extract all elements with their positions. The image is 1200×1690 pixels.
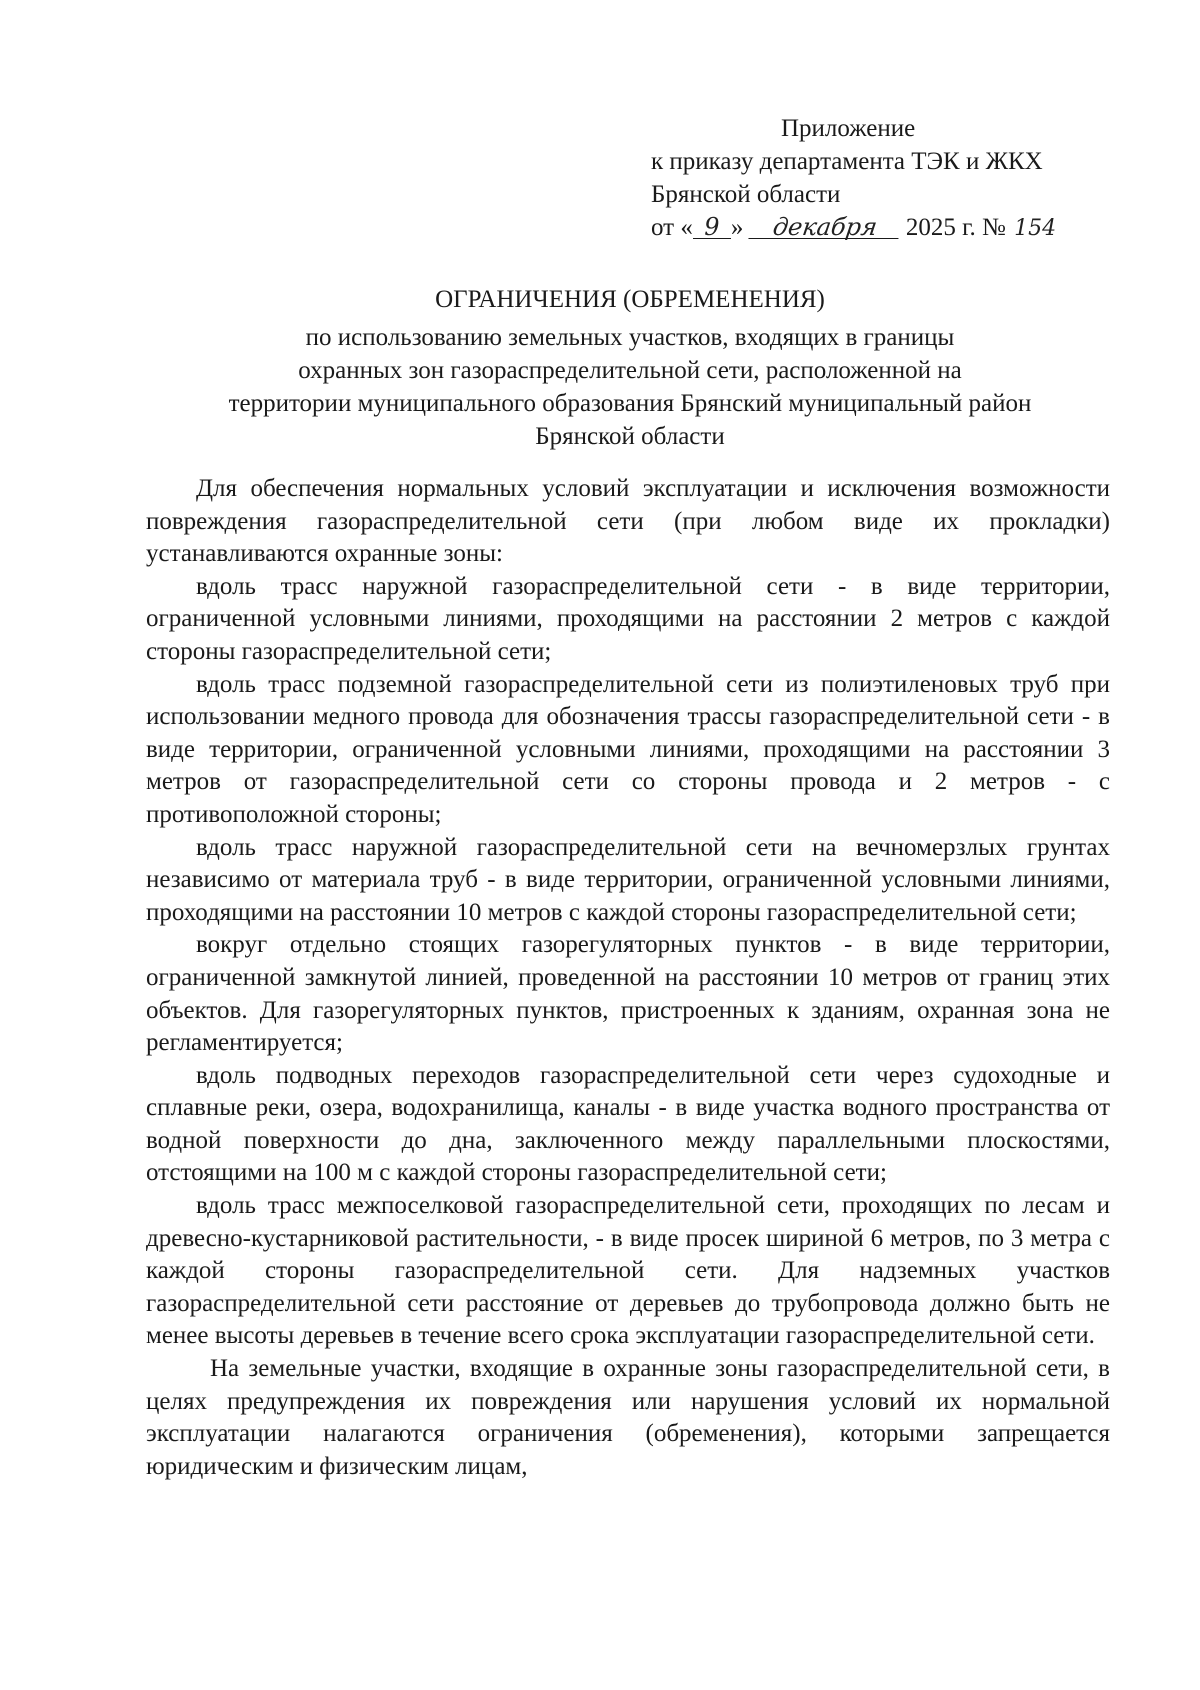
handwritten-day: 9 (693, 216, 731, 239)
subtitle-line: Брянской области (535, 423, 725, 450)
appendix-order-ref: к приказу департамента ТЭК и ЖКХ (651, 148, 1043, 175)
handwritten-month: декабря (748, 216, 901, 239)
paragraph: Для обеспечения нормальных условий эксплуатации и исключения возможности повреждения газораспределительной сети (при любом виде их прокладки) устанавливаются охранные зоны: (146, 475, 1110, 568)
appendix-region: Брянской области (651, 181, 841, 208)
subtitle-line: по использованию земельных участков, входящих в границы (305, 324, 955, 351)
handwritten-order-number: 154 (1014, 216, 1057, 241)
paragraph: На земельные участки, входящие в охранные зоны газораспределительной сети, в целях предупреждения их повреждения или нарушения условий их нормальной эксплуатации налагаются ограничения (обременения), которыми запрещается юридическим и физическим лицам, (146, 1355, 1110, 1480)
subtitle-line: территории муниципального образования Брянский муниципальный район (228, 390, 1032, 417)
paragraph: вдоль трасс подземной газораспределительной сети из полиэтиленовых труб при использовании медного провода для обозначения трассы газораспределительной сети - в виде территории, ограниченной условными линиями, проходящими на расстоянии 3 метров от газораспределительной сети со стороны провода и 2 метров - с противоположной стороны; (146, 670, 1110, 828)
document-title: ОГРАНИЧЕНИЯ (ОБРЕМЕНЕНИЯ) (435, 286, 825, 313)
paragraph: вдоль трасс межпоселковой газораспределительной сети, проходящих по лесам и древесно-кустарниковой растительности, - в виде просек шириной 6 метров, по 3 метра с каждой стороны газораспределительной сети. Для надземных участков газораспределительной сети расстояние от деревьев до трубопровода должно быть не менее высоты деревьев в течение всего срока эксплуатации газораспределительной сети. (146, 1192, 1110, 1350)
document-title-block (150, 283, 1110, 453)
appendix-date-line (651, 211, 1056, 244)
date-prefix: от « (651, 214, 693, 241)
date-year: 2025 г. № (905, 214, 1006, 241)
document-body (146, 473, 1110, 1483)
subtitle-line: охранных зон газораспределительной сети, расположенной на (298, 357, 962, 384)
appendix-header (651, 112, 1056, 244)
paragraph: вдоль подводных переходов газораспределительной сети через судоходные и сплавные реки, озера, водохранилища, каналы - в виде участка водного пространства от водной поверхности до дна, заключенного между параллельными плоскостями, отстоящими на 100 м с каждой стороны газораспределительной сети; (146, 1061, 1110, 1187)
paragraph: вдоль трасс наружной газораспределительной сети на вечномерзлых грунтах независимо от материала труб - в виде территории, ограниченной условными линиями, проходящими на расстоянии 10 метров с каждой стороны газораспределительной сети; (146, 833, 1110, 926)
appendix-label: Приложение (781, 115, 916, 142)
date-mid: » (730, 214, 744, 241)
paragraph: вдоль трасс наружной газораспределительной сети - в виде территории, ограниченной условными линиями, проходящими на расстоянии 2 метров с каждой стороны газораспределительной сети; (146, 572, 1110, 665)
paragraph: вокруг отдельно стоящих газорегуляторных пунктов - в виде территории, ограниченной замкнутой линией, проведенной на расстоянии 10 метров от границ этих объектов. Для газорегуляторных пунктов, пристроенных к зданиям, охранная зона не регламентируется; (146, 931, 1110, 1057)
